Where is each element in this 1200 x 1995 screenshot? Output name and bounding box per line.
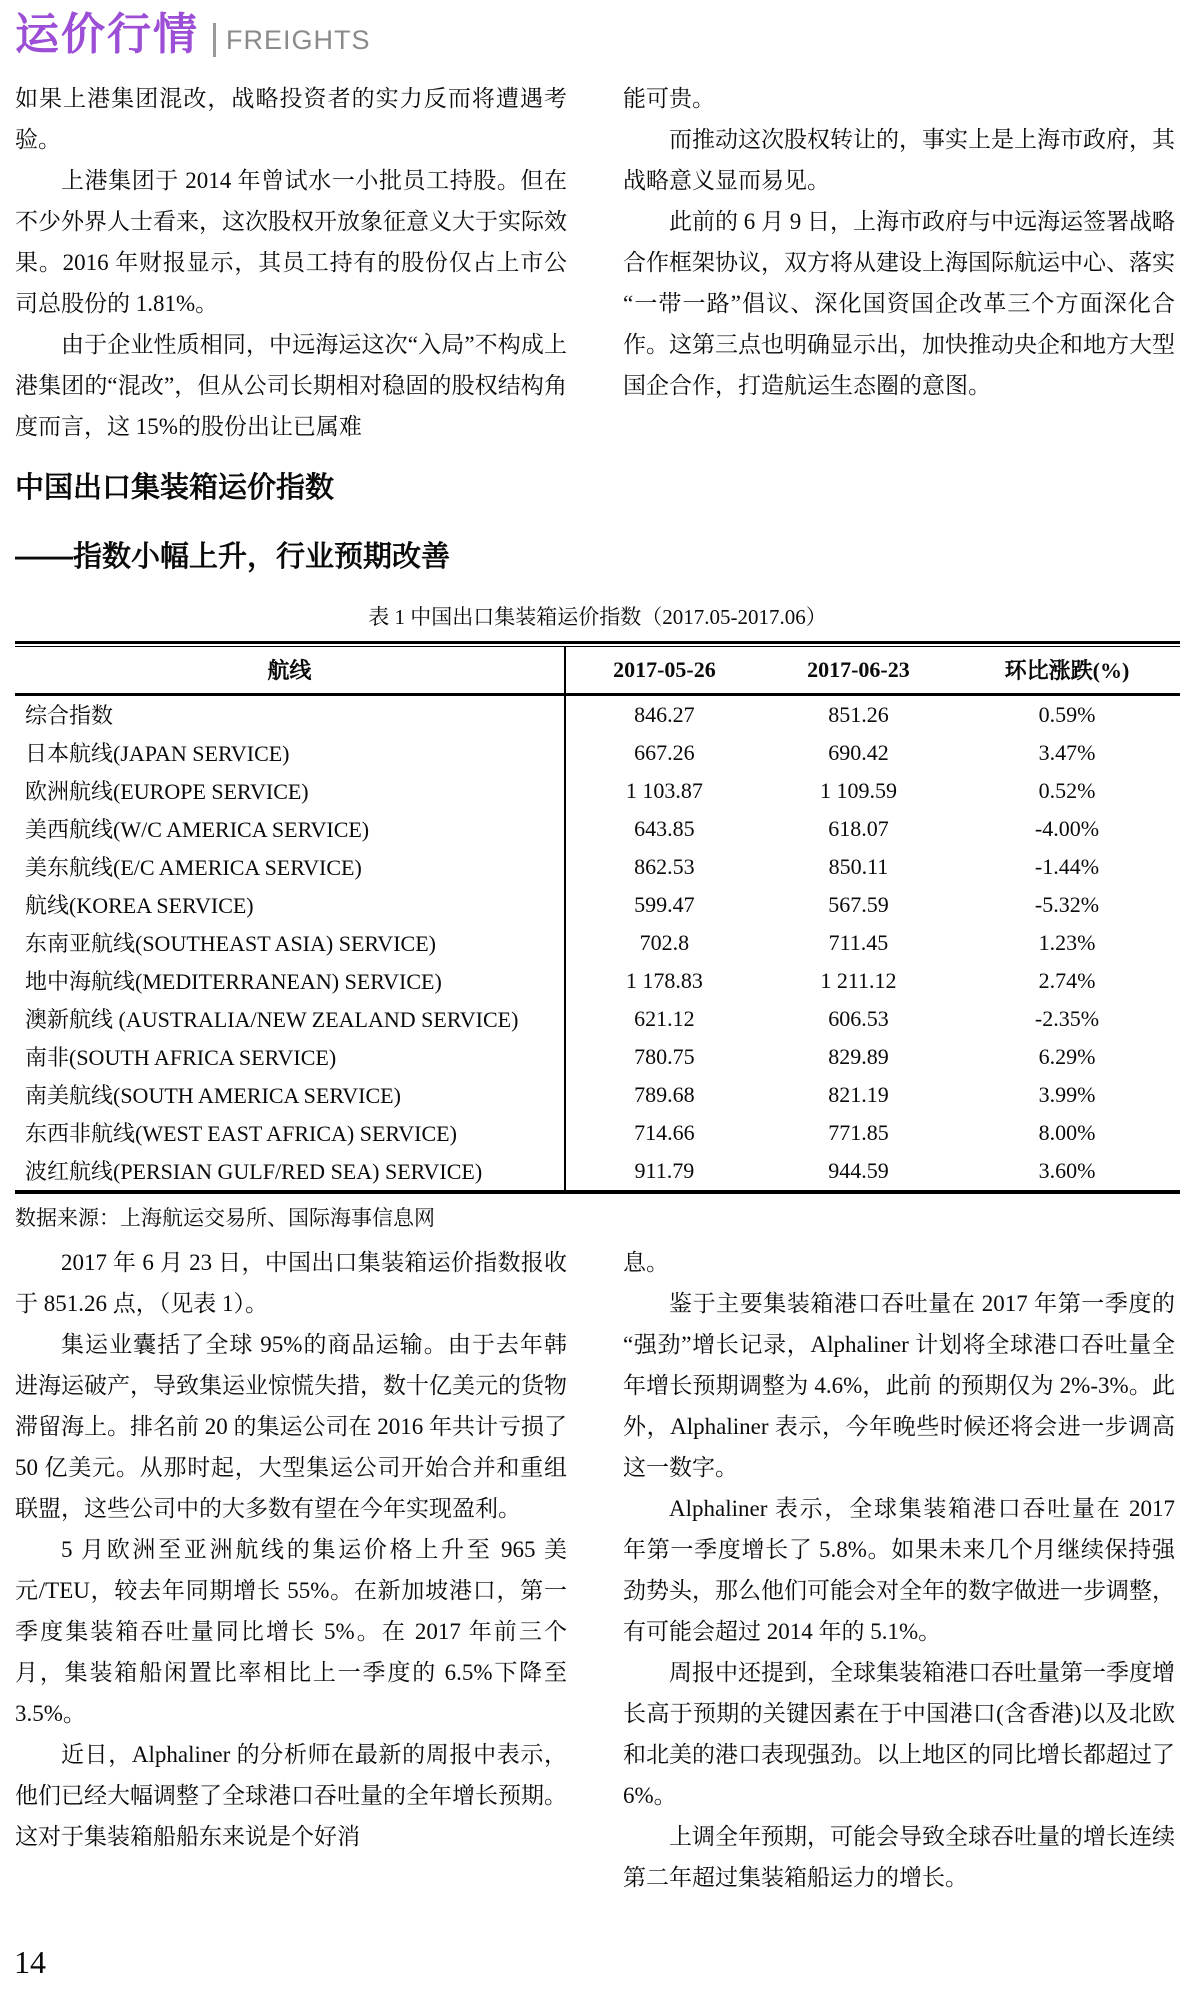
body-left-column — [15, 1242, 567, 1898]
value-cell: 850.11 — [828, 853, 889, 879]
cei-index-table — [15, 646, 1180, 1194]
table-row — [15, 848, 1180, 886]
route-cell: 南非(SOUTH AFRICA SERVICE) — [15, 1038, 565, 1076]
value-cell: 829.89 — [828, 1043, 889, 1069]
value-cell: 944.59 — [828, 1157, 889, 1183]
value-cell: 702.8 — [639, 929, 690, 955]
page-number: 14 — [14, 1944, 46, 1980]
table-row — [15, 1076, 1180, 1114]
paragraph: Alphaliner 表示，全球集装箱港口吞吐量在 2017 年第一季度增长了 5.8%。如果未来几个月继续保持强劲势头，那么他们可能会对全年的数字做进一步调整，有可能会超过 2014 年的 5.1%。 — [623, 1495, 1175, 1644]
table-row — [15, 924, 1180, 962]
route-cell: 综合指数 — [15, 694, 565, 734]
intro-columns — [15, 78, 1180, 450]
paragraph: 上港集团于 2014 年曾试水一小批员工持股。但在不少外界人士看来，这次股权开放象征意义大于实际效果。2016 年财报显示，其员工持有的股份仅占上市公司总股份的 1.81%。 — [15, 168, 567, 316]
paragraph: 鉴于主要集装箱港口吞吐量在 2017 年第一季度的“强劲”增长记录，Alphaliner 计划将全球港口吞吐量全年增长预期调整为 4.6%，此前 的预期仅为 2%-3%。此外，Alphaliner 表示，今年晚些时候还将会进一步调高这一数字。 — [623, 1290, 1175, 1480]
value-cell: 911.79 — [634, 1157, 695, 1183]
route-cell: 南美航线(SOUTH AMERICA SERVICE) — [15, 1076, 565, 1114]
paragraph: 5 月欧洲至亚洲航线的集运价格上升至 965 美元/TEU，较去年同期增长 55%。在新加坡港口，第一季度集装箱吞吐量同比增长 5%。在 2017 年前三个月，集装箱船闲置比率相比上一季度的 6.5%下降至 3.5%。 — [15, 1536, 567, 1726]
value-cell: 606.53 — [828, 1005, 889, 1031]
value-cell: 1 103.87 — [625, 777, 703, 803]
value-cell: 599.47 — [634, 891, 695, 917]
cei-table-wrap — [15, 641, 1180, 1194]
route-cell: 欧洲航线(EUROPE SERVICE) — [15, 772, 565, 810]
change-cell: -4.00% — [1034, 815, 1100, 841]
route-cell: 波红航线(PERSIAN GULF/RED SEA) SERVICE) — [15, 1152, 565, 1192]
table-row — [15, 772, 1180, 810]
value-cell: 567.59 — [828, 891, 889, 917]
body-columns — [15, 1242, 1180, 1898]
route-cell: 美西航线(W/C AMERICA SERVICE) — [15, 810, 565, 848]
change-cell: 6.29% — [1038, 1043, 1096, 1069]
change-cell: 1.23% — [1038, 929, 1096, 955]
value-cell: 643.85 — [634, 815, 695, 841]
change-cell: 0.59% — [1038, 701, 1096, 727]
table-header-row — [15, 646, 1180, 694]
paragraph: 上调全年预期，可能会导致全球吞吐量的增长连续第二年超过集装箱船运力的增长。 — [623, 1823, 1175, 1890]
paragraph: 由于企业性质相同，中远海运这次“入局”不构成上港集团的“混改”，但从公司长期相对稳固的股权结构角度而言，这 15%的股份出让已属难 — [15, 332, 567, 439]
value-cell: 1 178.83 — [625, 967, 703, 993]
table-row — [15, 1000, 1180, 1038]
value-cell: 667.26 — [634, 739, 695, 765]
intro-right-column — [623, 78, 1175, 450]
route-cell: 东西非航线(WEST EAST AFRICA) SERVICE) — [15, 1114, 565, 1152]
article-subheading: ——指数小幅上升，行业预期改善 — [15, 541, 451, 574]
paragraph: 此前的 6 月 9 日，上海市政府与中远海运签署战略合作框架协议，双方将从建设上海国际航运中心、落实“一带一路”倡议、深化国资国企改革三个方面深化合作。这第三点也明确显示出，加快推动央企和地方大型国企合作，打造航运生态圈的意图。 — [623, 209, 1175, 398]
masthead — [15, 6, 1180, 64]
table-row — [15, 734, 1180, 772]
table-row — [15, 810, 1180, 848]
change-cell: 8.00% — [1038, 1119, 1096, 1145]
change-cell: 3.99% — [1038, 1081, 1096, 1107]
value-cell: 711.45 — [828, 929, 889, 955]
paragraph: 而推动这次股权转让的，事实上是上海市政府，其战略意义显而易见。 — [623, 127, 1175, 193]
body-right-column — [623, 1242, 1175, 1898]
change-cell: 3.60% — [1038, 1157, 1096, 1183]
masthead-title-en: FREIGHTS — [226, 24, 371, 55]
value-cell: 789.68 — [634, 1081, 695, 1107]
data-source-note: 数据来源：上海航运交易所、国际海事信息网 — [15, 1205, 435, 1230]
table-row — [15, 886, 1180, 924]
value-cell: 690.42 — [828, 739, 889, 765]
route-cell: 东南亚航线(SOUTHEAST ASIA) SERVICE) — [15, 924, 565, 962]
column-header-change: 环比涨跌(%) — [954, 646, 1180, 694]
paragraph: 息。 — [623, 1249, 669, 1275]
paragraph: 能可贵。 — [623, 86, 715, 111]
route-cell: 航线(KOREA SERVICE) — [15, 886, 565, 924]
value-cell: 821.19 — [828, 1081, 889, 1107]
change-cell: 2.74% — [1038, 967, 1096, 993]
table-row — [15, 962, 1180, 1000]
paragraph: 如果上港集团混改，战略投资者的实力反而将遭遇考验。 — [15, 86, 567, 152]
change-cell: -5.32% — [1034, 891, 1100, 917]
value-cell: 621.12 — [634, 1005, 695, 1031]
route-cell: 地中海航线(MEDITERRANEAN) SERVICE) — [15, 962, 565, 1000]
value-cell: 714.66 — [634, 1119, 695, 1145]
value-cell: 846.27 — [634, 701, 695, 727]
paragraph: 2017 年 6 月 23 日，中国出口集装箱运价指数报收于 851.26 点，（见表 1）。 — [15, 1249, 567, 1316]
value-cell: 1 211.12 — [820, 967, 897, 993]
paragraph: 近日，Alphaliner 的分析师在最新的周报中表示，他们已经大幅调整了全球港口吞吐量的全年增长预期。这对于集装箱船船东来说是个好消 — [15, 1741, 567, 1849]
value-cell: 851.26 — [828, 701, 889, 727]
paragraph: 周报中还提到，全球集装箱港口吞吐量第一季度增长高于预期的关键因素在于中国港口(含香港)以及北欧和北美的港口表现强劲。以上地区的同比增长都超过了 6%。 — [623, 1659, 1175, 1808]
change-cell: 3.47% — [1038, 739, 1096, 765]
column-header-date2: 2017-06-23 — [763, 646, 954, 694]
table-row — [15, 1114, 1180, 1152]
table-row — [15, 694, 1180, 734]
table-row — [15, 1152, 1180, 1192]
value-cell: 618.07 — [828, 815, 889, 841]
value-cell: 1 109.59 — [819, 777, 897, 803]
value-cell: 780.75 — [634, 1043, 695, 1069]
paragraph: 集运业囊括了全球 95%的商品运输。由于去年韩进海运破产，导致集运业惊慌失措，数十亿美元的货物滞留海上。排名前 20 的集运公司在 2016 年共计亏损了 50 亿美元。从那时起，大型集运公司开始合并和重组联盟，这些公司中的大多数有望在今年实现盈利。 — [15, 1331, 567, 1521]
masthead-title-cn: 运价行情 — [15, 10, 199, 59]
article-heading: 中国出口集装箱运价指数 — [15, 472, 335, 504]
value-cell: 771.85 — [828, 1119, 889, 1145]
value-cell: 862.53 — [634, 853, 695, 879]
masthead-divider — [213, 23, 216, 57]
route-cell: 澳新航线 (AUSTRALIA/NEW ZEALAND SERVICE) — [15, 1000, 565, 1038]
table-caption: 表 1 中国出口集装箱运价指数（2017.05-2017.06） — [368, 604, 827, 629]
change-cell: -2.35% — [1034, 1005, 1100, 1031]
column-header-date1: 2017-05-26 — [565, 646, 763, 694]
change-cell: -1.44% — [1034, 853, 1100, 879]
intro-left-column — [15, 78, 567, 450]
column-header-route: 航线 — [15, 646, 565, 694]
change-cell: 0.52% — [1038, 777, 1096, 803]
table-row — [15, 1038, 1180, 1076]
route-cell: 美东航线(E/C AMERICA SERVICE) — [15, 848, 565, 886]
route-cell: 日本航线(JAPAN SERVICE) — [15, 734, 565, 772]
